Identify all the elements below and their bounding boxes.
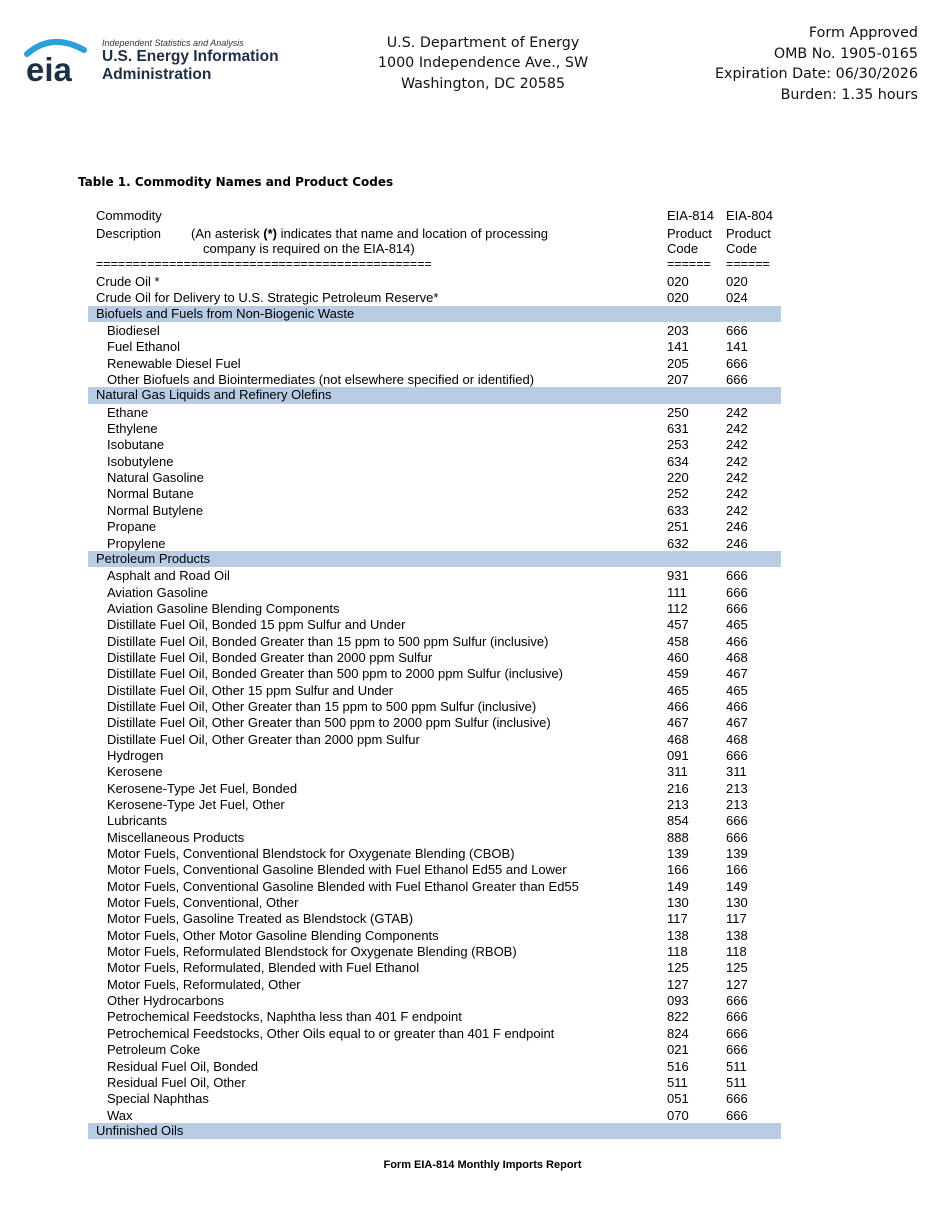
table-row	[88, 502, 781, 518]
address-line: 1000 Independence Ave., SW	[377, 55, 589, 72]
eia804-code: 246	[726, 519, 748, 535]
address-line: U.S. Department of Energy	[386, 35, 580, 51]
eia804-code: 465	[726, 682, 748, 698]
table-row	[88, 1107, 781, 1123]
commodity-description: Wax	[107, 1107, 133, 1123]
eia814-code: 112	[667, 600, 688, 616]
department-address	[350, 33, 616, 94]
commodity-description: Miscellaneous Products	[107, 829, 245, 845]
eia804-code: 242	[726, 453, 748, 469]
eia804-code: 242	[726, 437, 748, 453]
header-eia804-product: Product	[726, 226, 771, 241]
header-asterisk-note-line2: company is required on the EIA-814)	[203, 241, 415, 256]
expiration-date: Expiration Date: 06/30/2026	[714, 66, 918, 82]
eia814-code: 252	[667, 486, 689, 502]
eia804-code: 242	[726, 502, 748, 518]
commodity-description: Biodiesel	[107, 323, 160, 339]
commodity-description: Petrochemical Feedstocks, Other Oils equal to or greater than 401 F endpoint	[107, 1025, 555, 1041]
eia814-code: 216	[667, 780, 689, 796]
eia804-code: 511	[726, 1074, 747, 1090]
eia814-code: 250	[667, 404, 689, 420]
table-row	[88, 404, 781, 420]
section-header-row	[88, 1123, 781, 1139]
table-row	[88, 371, 781, 387]
eia814-code: 467	[667, 715, 689, 731]
table-row	[88, 959, 781, 975]
eia804-code: 666	[726, 600, 748, 616]
commodity-description: Hydrogen	[107, 747, 164, 763]
eia804-code: 118	[726, 944, 747, 960]
table-row	[88, 1074, 781, 1090]
commodity-description: Petroleum Coke	[107, 1042, 201, 1058]
table-row	[88, 469, 781, 485]
eia814-code: 118	[667, 944, 688, 960]
eia814-code: 091	[667, 747, 689, 763]
table-row	[88, 731, 781, 747]
eia804-code: 466	[726, 698, 748, 714]
eia814-code: 854	[667, 813, 689, 829]
commodity-description: Distillate Fuel Oil, Bonded Greater than 500 ppm to 2000 ppm Sulfur (inclusive)	[107, 666, 563, 682]
form-approval-info	[715, 23, 918, 105]
eia814-code: 822	[667, 1009, 689, 1025]
commodity-description: Distillate Fuel Oil, Bonded Greater than 15 ppm to 500 ppm Sulfur (inclusive)	[107, 633, 549, 649]
eia804-code: 666	[726, 568, 748, 584]
note-suffix: indicates that name and location of processing	[276, 226, 548, 241]
eia814-code: 888	[667, 829, 689, 845]
eia814-code: 130	[667, 895, 689, 911]
commodity-description: Other Hydrocarbons	[107, 993, 225, 1009]
logo-tagline: Independent Statistics and Analysis	[102, 38, 244, 48]
eia814-code: 824	[667, 1025, 689, 1041]
header-commodity: Commodity	[96, 208, 162, 223]
header-rule-description: ==============================================	[96, 257, 432, 271]
commodity-description: Ethylene	[107, 421, 158, 437]
commodity-description: Crude Oil *	[96, 274, 160, 289]
eia814-code: 516	[667, 1058, 689, 1074]
note-asterisk: (*)	[263, 226, 277, 241]
table-row	[88, 992, 781, 1008]
eia814-code: 166	[667, 862, 689, 878]
eia814-code: 213	[667, 797, 689, 812]
commodity-description: Aviation Gasoline	[107, 584, 208, 600]
eia804-code: 127	[726, 976, 748, 992]
table-row	[88, 1041, 781, 1057]
commodity-description: Motor Fuels, Gasoline Treated as Blendstock (GTAB)	[107, 911, 414, 927]
commodity-description: Petroleum Products	[96, 550, 211, 566]
commodity-description: Fuel Ethanol	[107, 339, 180, 355]
commodity-description: Motor Fuels, Conventional Gasoline Blended with Fuel Ethanol Ed55 and Lower	[107, 862, 567, 878]
commodity-description: Residual Fuel Oil, Other	[107, 1074, 246, 1090]
commodity-description: Unfinished Oils	[96, 1122, 184, 1138]
eia814-code: 632	[667, 535, 689, 551]
table-row	[88, 1058, 781, 1074]
commodity-description: Residual Fuel Oil, Bonded	[107, 1058, 259, 1074]
table-row	[88, 665, 781, 681]
table-row	[88, 910, 781, 926]
commodity-description: Renewable Diesel Fuel	[107, 355, 241, 371]
eia814-code: 465	[667, 682, 689, 698]
table-row	[88, 338, 781, 354]
commodity-description: Motor Fuels, Reformulated, Other	[107, 976, 301, 992]
table-row	[88, 682, 781, 698]
table-row	[88, 567, 781, 583]
table-row	[88, 535, 781, 551]
eia804-code: 242	[726, 470, 748, 486]
eia804-code: 666	[726, 355, 748, 371]
eia804-code: 666	[726, 747, 748, 763]
eia804-code: 213	[726, 797, 748, 812]
commodity-description: Natural Gasoline	[107, 470, 204, 486]
table-row	[88, 322, 781, 338]
eia804-code: 666	[726, 829, 748, 845]
table-row	[88, 485, 781, 501]
table-row	[88, 943, 781, 959]
table-row	[88, 616, 781, 632]
eia804-code: 117	[726, 911, 747, 927]
commodity-description: Motor Fuels, Conventional Gasoline Blended with Fuel Ethanol Greater than Ed55	[107, 878, 579, 894]
eia804-code: 468	[726, 649, 748, 665]
org-name-line2: Administration	[102, 66, 212, 83]
header-eia804-code: Code	[726, 241, 758, 256]
eia814-code: 138	[667, 927, 689, 943]
commodity-description: Ethane	[107, 404, 149, 420]
table-row	[88, 518, 781, 534]
commodity-description: Distillate Fuel Oil, Other Greater than 15 ppm to 500 ppm Sulfur (inclusive)	[107, 698, 537, 714]
eia814-code: 117	[667, 911, 688, 927]
eia814-code: 051	[667, 1091, 689, 1107]
commodity-description: Propylene	[107, 535, 166, 551]
eia804-code: 666	[726, 323, 748, 339]
table-row	[88, 747, 781, 763]
table-row	[88, 796, 781, 812]
eia804-code: 666	[726, 1042, 748, 1058]
eia814-code: 468	[667, 731, 689, 747]
eia804-code: 465	[726, 617, 748, 633]
eia804-code: 467	[726, 666, 748, 682]
commodity-description: Biofuels and Fuels from Non-Biogenic Waste	[96, 305, 355, 321]
table-row	[88, 600, 781, 616]
commodity-description: Asphalt and Road Oil	[107, 568, 230, 584]
commodity-description: Isobutane	[107, 437, 165, 453]
table-row	[88, 420, 781, 436]
eia804-code: 166	[726, 862, 748, 878]
commodity-description: Natural Gas Liquids and Refinery Olefins	[96, 387, 332, 403]
commodity-description: Kerosene-Type Jet Fuel, Other	[107, 797, 285, 812]
table-title: Table 1. Commodity Names and Product Codes	[78, 175, 394, 189]
eia814-code: 111	[667, 584, 687, 600]
eia804-code: 467	[726, 715, 748, 731]
table-row	[88, 633, 781, 649]
eia814-code: 205	[667, 355, 689, 371]
commodity-description: Distillate Fuel Oil, Other 15 ppm Sulfur and Under	[107, 682, 394, 698]
eia804-code: 511	[726, 1058, 747, 1074]
table-row	[88, 878, 781, 894]
commodity-description: Motor Fuels, Reformulated Blendstock for Oxygenate Blending (RBOB)	[107, 944, 517, 960]
header-eia814: EIA-814	[667, 208, 714, 223]
eia814-code: 251	[667, 519, 689, 535]
commodity-description: Aviation Gasoline Blending Components	[107, 600, 340, 616]
eia804-code: 242	[726, 421, 748, 437]
eia814-code: 020	[667, 290, 689, 306]
commodity-description: Distillate Fuel Oil, Bonded 15 ppm Sulfur and Under	[107, 617, 406, 633]
header-eia804: EIA-804	[726, 208, 773, 223]
commodity-description: Kerosene-Type Jet Fuel, Bonded	[107, 780, 298, 796]
eia804-code: 024	[726, 290, 748, 306]
commodity-description: Special Naphthas	[107, 1091, 209, 1107]
commodity-description: Propane	[107, 519, 157, 535]
header-eia814-product: Product	[667, 226, 712, 241]
form-approved: Form Approved	[808, 25, 918, 41]
table-row	[88, 894, 781, 910]
eia804-code: 242	[726, 486, 748, 502]
eia814-code: 311	[667, 764, 688, 780]
table-row	[88, 584, 781, 600]
logo-mark: eia	[26, 51, 72, 86]
eia804-code: 138	[726, 927, 748, 943]
eia814-code: 093	[667, 993, 689, 1009]
commodity-description: Other Biofuels and Biointermediates (not elsewhere specified or identified)	[107, 372, 535, 388]
eia814-code: 457	[667, 617, 689, 633]
eia804-code: 468	[726, 731, 748, 747]
table-row	[88, 976, 781, 992]
eia814-code: 141	[667, 339, 689, 355]
table-row	[88, 812, 781, 828]
eia804-code: 139	[726, 846, 748, 862]
eia804-code: 666	[726, 372, 748, 388]
eia804-code: 242	[726, 404, 748, 420]
eia814-code: 253	[667, 437, 689, 453]
table-row	[88, 1008, 781, 1024]
eia804-code: 311	[726, 764, 747, 780]
eia-logo	[24, 36, 294, 86]
table-row	[88, 1090, 781, 1106]
commodity-description: Normal Butane	[107, 486, 194, 502]
commodity-description: Distillate Fuel Oil, Other Greater than 500 ppm to 2000 ppm Sulfur (inclusive)	[107, 715, 551, 731]
commodity-description: Kerosene	[107, 764, 163, 780]
commodity-table	[88, 273, 781, 1139]
table-row	[88, 780, 781, 796]
commodity-description: Lubricants	[107, 813, 167, 829]
table-row	[88, 927, 781, 943]
eia804-code: 149	[726, 878, 748, 894]
eia804-code: 246	[726, 535, 748, 551]
note-prefix: (An asterisk	[191, 226, 264, 241]
eia814-code: 931	[667, 568, 689, 584]
eia814-code: 220	[667, 470, 689, 486]
table-row	[88, 698, 781, 714]
eia804-code: 666	[726, 813, 748, 829]
table-row	[88, 829, 781, 845]
eia814-code: 634	[667, 453, 689, 469]
commodity-description: Normal Butylene	[107, 502, 204, 518]
table-row	[88, 649, 781, 665]
eia814-code: 460	[667, 649, 689, 665]
section-header-row	[88, 551, 781, 567]
eia814-code: 207	[667, 372, 689, 388]
section-header-row	[88, 306, 781, 322]
eia814-code: 459	[667, 666, 689, 682]
header-description: Description	[96, 226, 162, 241]
eia814-code: 633	[667, 502, 689, 518]
table-row	[88, 861, 781, 877]
commodity-description: Isobutylene	[107, 453, 174, 469]
header-eia814-code: Code	[667, 241, 699, 256]
table-row	[88, 763, 781, 779]
eia804-code: 666	[726, 1025, 748, 1041]
omb-number: OMB No. 1905-0165	[773, 45, 918, 62]
eia804-code: 213	[726, 780, 748, 796]
eia814-code: 458	[667, 633, 689, 649]
eia804-code: 666	[726, 1009, 748, 1025]
commodity-description: Motor Fuels, Conventional, Other	[107, 895, 299, 911]
address-line: Washington, DC 20585	[400, 75, 566, 92]
table-row	[88, 355, 781, 371]
eia814-code: 021	[667, 1042, 689, 1058]
eia814-code: 203	[667, 323, 689, 339]
commodity-description: Distillate Fuel Oil, Other Greater than 2000 ppm Sulfur	[107, 731, 420, 747]
eia804-code: 466	[726, 633, 748, 649]
commodity-description: Motor Fuels, Conventional Blendstock for Oxygenate Blending (CBOB)	[107, 846, 515, 862]
eia-logo-icon	[24, 36, 102, 86]
table-row	[88, 845, 781, 861]
commodity-description: Distillate Fuel Oil, Bonded Greater than 2000 ppm Sulfur	[107, 649, 433, 665]
eia804-code: 125	[726, 960, 748, 976]
footer-form-title: Form EIA-814 Monthly Imports Report	[383, 1159, 582, 1171]
eia804-code: 020	[726, 274, 748, 289]
commodity-description: Petrochemical Feedstocks, Naphtha less than 401 F endpoint	[107, 1009, 462, 1025]
header-rule-eia804: ======	[726, 257, 770, 271]
table-row	[88, 714, 781, 730]
eia804-code: 666	[726, 993, 748, 1009]
table-row	[88, 453, 781, 469]
header-rule-eia814: ======	[667, 257, 711, 271]
header-asterisk-note	[191, 226, 548, 242]
commodity-description: Motor Fuels, Other Motor Gasoline Blending Components	[107, 927, 439, 943]
burden: Burden: 1.35 hours	[780, 86, 918, 103]
eia804-code: 666	[726, 1091, 748, 1107]
eia804-code: 141	[726, 339, 748, 355]
eia814-code: 127	[667, 976, 689, 992]
commodity-description: Crude Oil for Delivery to U.S. Strategic Petroleum Reserve*	[96, 290, 439, 306]
eia814-code: 125	[667, 960, 689, 976]
eia814-code: 511	[667, 1074, 688, 1090]
eia814-code: 020	[667, 274, 689, 289]
table-row	[88, 289, 781, 305]
eia814-code: 139	[667, 846, 689, 862]
eia814-code: 631	[667, 421, 689, 437]
commodity-description: Motor Fuels, Reformulated, Blended with Fuel Ethanol	[107, 960, 420, 976]
eia804-code: 666	[726, 584, 748, 600]
eia814-code: 466	[667, 698, 689, 714]
table-row	[88, 436, 781, 452]
table-row	[88, 1025, 781, 1041]
eia804-code: 130	[726, 895, 748, 911]
eia814-code: 070	[667, 1107, 689, 1123]
section-header-row	[88, 387, 781, 403]
eia804-code: 666	[726, 1107, 748, 1123]
org-name-line1: U.S. Energy Information	[102, 48, 279, 65]
table-row	[88, 273, 781, 289]
eia814-code: 149	[667, 878, 689, 894]
